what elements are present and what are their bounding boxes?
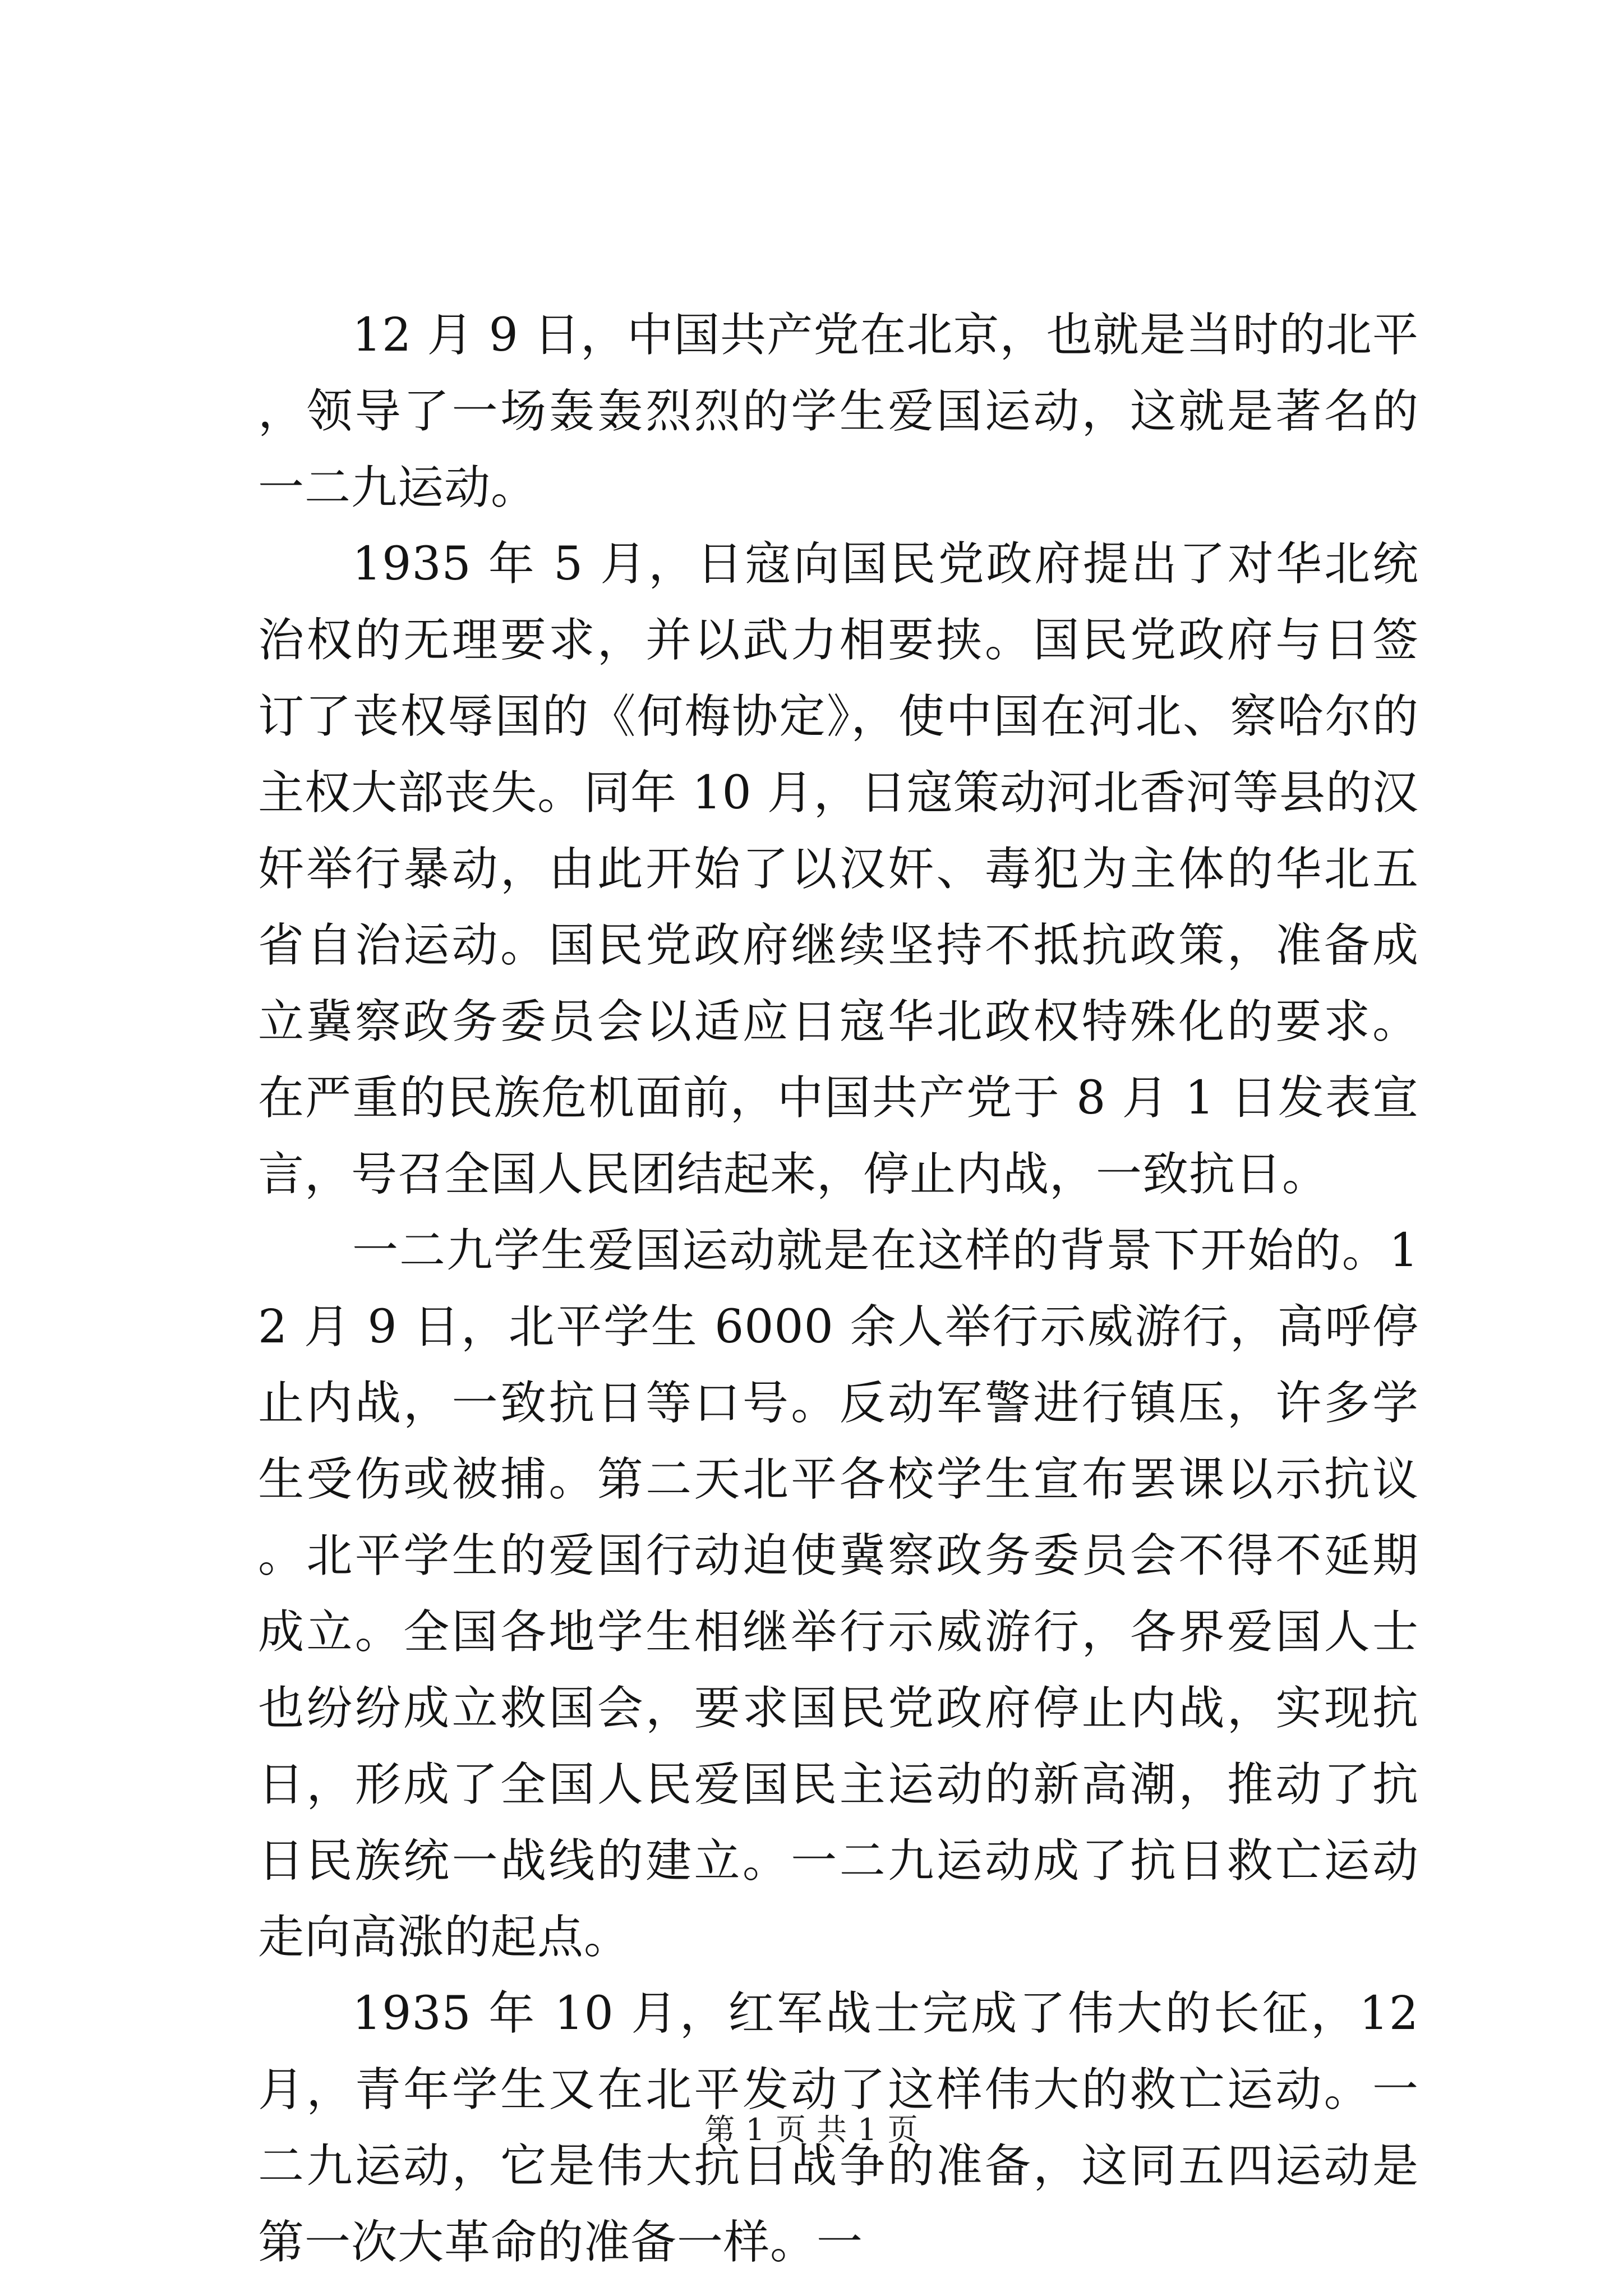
paragraph-4: 1935 年 10 月，红军战士完成了伟大的长征，12 月，青年学生又在北平发动了这样伟大的救亡运动。一二九运动，它是伟大抗日战争的准备，这同五四运动是第一次大革命的准备一样。一 xyxy=(258,1987,1419,2269)
paragraph-1: 12 月 9 日，中国共产党在北京，也就是当时的北平，领导了一场轰轰烈烈的学生爱国运动，这就是著名的一二九运动。 xyxy=(258,309,1419,514)
paragraph-3: 一二九学生爱国运动就是在这样的背景下开始的。12 月 9 日，北平学生 6000 余人举行示威游行，高呼停止内战，一致抗日等口号。反动军警进行镇压，许多学生受伤或被捕。第二天北平各校学生宣布罢课以示抗议。北平学生的爱国行动迫使冀察政务委员会不得不延期成立。全国各地学生相继举行示威游行，各界爱国人士也纷纷成立救国会，要求国民党政府停止内战，实现抗日，形成了全国人民爱国民主运动的新高潮，推动了抗日民族统一战线的建立。一二九运动成了抗日救亡运动走向高涨的起点。 xyxy=(258,1224,1419,1964)
page-footer: 第 1 页 共 1 页 xyxy=(704,2112,919,2147)
document-body xyxy=(258,297,1419,2281)
paragraph-2: 1935 年 5 月，日寇向国民党政府提出了对华北统治权的无理要求，并以武力相要挟。国民党政府与日签订了丧权辱国的《何梅协定》，使中国在河北、察哈尔的主权大部丧失。同年 10 月，日寇策动河北香河等县的汉奸举行暴动，由此开始了以汉奸、毒犯为主体的华北五省自治运动。国民党政府继续坚持不抵抗政策，准备成立冀察政务委员会以适应日寇华北政权特殊化的要求。在严重的民族危机面前，中国共产党于 8 月 1 日发表宣言，号召全国人民团结起来，停止内战，一致抗日。 xyxy=(258,537,1419,1201)
